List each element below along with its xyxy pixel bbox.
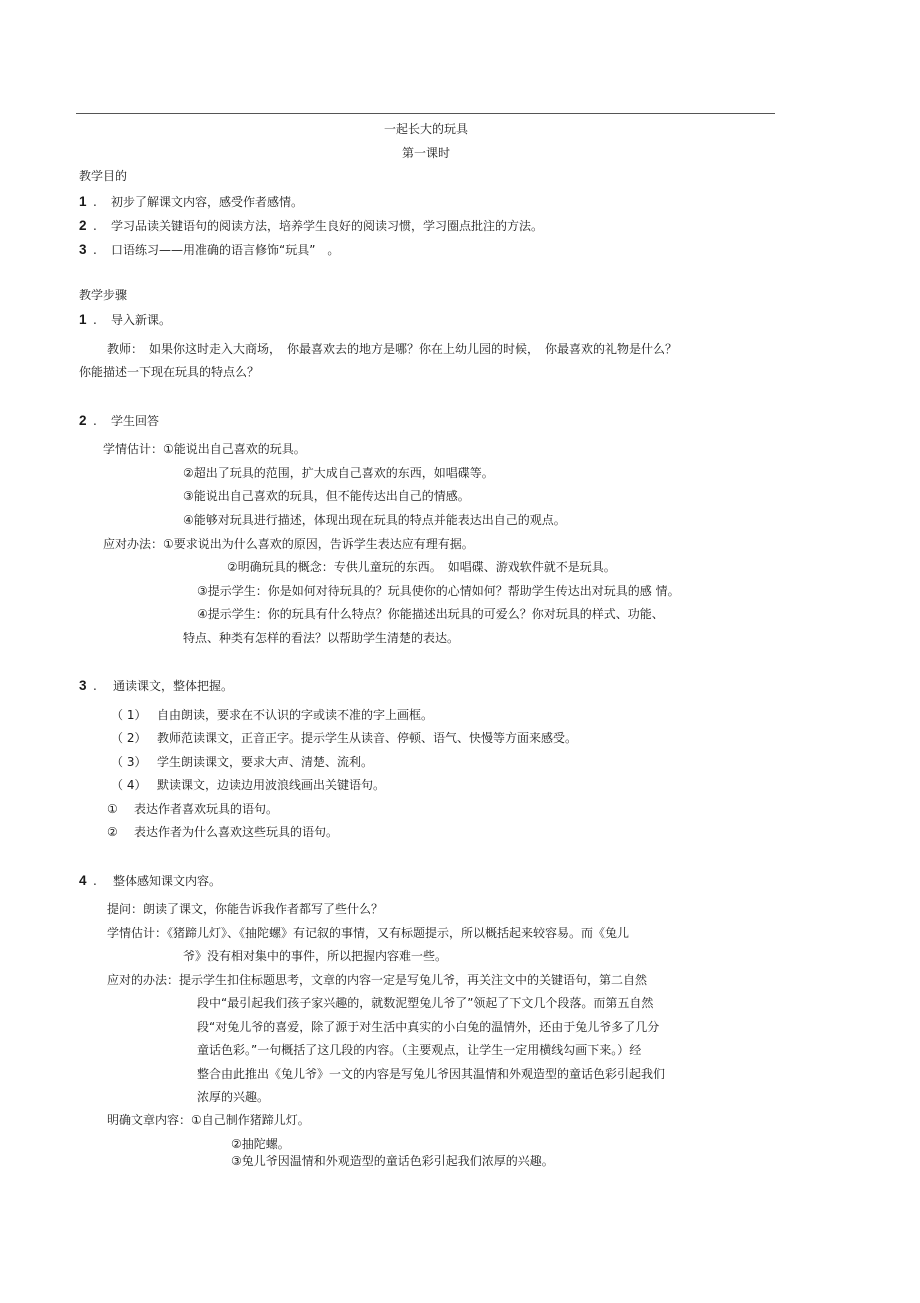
step-4-response-line: 童话色彩。”一句概括了这几段的内容。（主要观点，让学生一定用横线勾画下来。）经 [197, 1043, 642, 1057]
step-3-item-text: 表达作者喜欢玩具的语句。 [134, 802, 279, 816]
step-3-item-label: （ 4） [111, 778, 147, 792]
goal-1-text: 初步了解课文内容，感受作者感情。 [111, 195, 304, 209]
header-rule [76, 113, 775, 114]
step-2-number: 2 [79, 413, 87, 428]
step-2-response-line: 应对办法：①要求说出为什么喜欢的原因，告诉学生表达应有理有据。 [103, 537, 474, 551]
step-3-item-text: 学生朗读课文，要求大声、清楚、流利。 [157, 755, 374, 769]
step-4-response-line: 整合由此推出《兔儿爷》一文的内容是写兔儿爷因其温情和外观造型的童话色彩引起我们 [197, 1067, 666, 1081]
goal-2-number: 2 [79, 218, 87, 233]
steps-heading: 教学步骤 [79, 288, 128, 302]
step-4-response-line: 浓厚的兴趣。 [197, 1090, 270, 1104]
step-3-item-label: ② [107, 825, 118, 839]
step-3-item-label: （ 1） [111, 708, 147, 722]
step-2-dot: . [93, 414, 97, 428]
step-3-item-text: 自由朗读，要求在不认识的字或读不准的字上画框。 [157, 708, 434, 722]
step-2-estimate-line: 学情估计：①能说出自己喜欢的玩具。 [103, 442, 306, 456]
document-subtitle: 第一课时 [401, 146, 450, 160]
step-1-line: 你能描述一下现在玩具的特点么？ [79, 365, 260, 379]
step-3-item-label: ① [107, 802, 118, 816]
goal-3-number: 3 [79, 242, 87, 257]
step-2-estimate-line: ②超出了玩具的范围，扩大成自己喜欢的东西，如唱碟等。 [183, 466, 494, 480]
step-1-line: 教师： 如果你这时走入大商场， 你最喜欢去的地方是哪？你在上幼儿园的时候， 你最喜欢的礼物是什么？ [107, 342, 678, 356]
step-3-dot: . [93, 679, 97, 693]
step-3-item-text: 默读课文，边读边用波浪线画出关键语句。 [157, 778, 386, 792]
goal-3-dot: . [93, 243, 97, 257]
goal-1-number: 1 [79, 194, 87, 209]
step-4-clarify-line: 明确文章内容：①自己制作猪蹄儿灯。 [107, 1113, 310, 1127]
step-4-dot: . [93, 874, 97, 888]
step-4-title: 整体感知课文内容。 [113, 874, 222, 888]
step-3-item-text: 表达作者为什么喜欢这些玩具的语句。 [134, 825, 339, 839]
step-4-estimate-line: 学情估计：《猪蹄儿灯》、《抽陀螺》有记叙的事情，又有标题提示，所以概括起来较容易。而《兔儿 [107, 926, 630, 940]
goal-2-dot: . [93, 219, 97, 233]
step-3-item-label: （ 3） [111, 755, 147, 769]
step-2-response-line: ②明确玩具的概念：专供儿童玩的东西。 如唱碟、游戏软件就不是玩具。 [227, 560, 616, 574]
step-1-dot: . [93, 313, 97, 327]
step-2-title: 学生回答 [111, 414, 160, 428]
step-3-number: 3 [79, 678, 87, 693]
goal-2-text: 学习品读关键语句的阅读方法，培养学生良好的阅读习惯，学习圈点批注的方法。 [111, 219, 544, 233]
step-4-response-line: 段中“最引起我们孩子家兴趣的，就数泥塑兔儿爷了”领起了下文几个段落。而第五自然 [197, 996, 654, 1010]
step-2-estimate-line: ③能说出自己喜欢的玩具，但不能传达出自己的情感。 [183, 489, 470, 503]
goals-heading: 教学目的 [79, 169, 128, 183]
step-3-item-label: （ 2） [111, 731, 147, 745]
goal-1-dot: . [93, 195, 97, 209]
step-4-number: 4 [79, 873, 87, 888]
goal-3-text: 口语练习——用准确的语言修饰“玩具” 。 [111, 243, 340, 257]
step-3-item-text: 教师范读课文，正音正字。提示学生从读音、停顿、语气、快慢等方面来感受。 [157, 731, 578, 745]
step-2-response-line: ③提示学生：你是如何对待玩具的？玩具使你的心情如何？帮助学生传达出对玩具的感 情。 [197, 584, 680, 598]
step-4-estimate-line: 爷》没有相对集中的事件，所以把握内容难一些。 [183, 949, 448, 963]
step-4-response-line: 段“对兔儿爷的喜爱，除了源于对生活中真实的小白兔的温情外，还由于兔儿爷多了几分 [197, 1020, 660, 1034]
step-4-response-line: 应对的办法：提示学生扣住标题思考，文章的内容一定是写兔儿爷，再关注文中的关键语句，第二自然 [107, 973, 648, 987]
step-1-title: 导入新课。 [111, 313, 172, 327]
step-4-clarify-line: ③兔儿爷因温情和外观造型的童话色彩引起我们浓厚的兴趣。 [231, 1154, 554, 1168]
step-1-number: 1 [79, 312, 87, 327]
document-title: 一起长大的玩具 [383, 122, 468, 136]
step-4-question: 提问：朗读了课文，你能告诉我作者都写了些什么？ [107, 902, 384, 916]
step-3-title: 通读课文，整体把握。 [113, 679, 234, 693]
step-2-response-line: 特点、种类有怎样的看法？以帮助学生清楚的表达。 [183, 631, 460, 645]
step-2-response-line: ④提示学生：你的玩具有什么特点？你能描述出玩具的可爱么？你对玩具的样式、功能、 [197, 607, 664, 621]
step-2-estimate-line: ④能够对玩具进行描述，体现出现在玩具的特点并能表达出自己的观点。 [183, 513, 566, 527]
step-4-clarify-line: ②抽陀螺。 [231, 1137, 290, 1151]
